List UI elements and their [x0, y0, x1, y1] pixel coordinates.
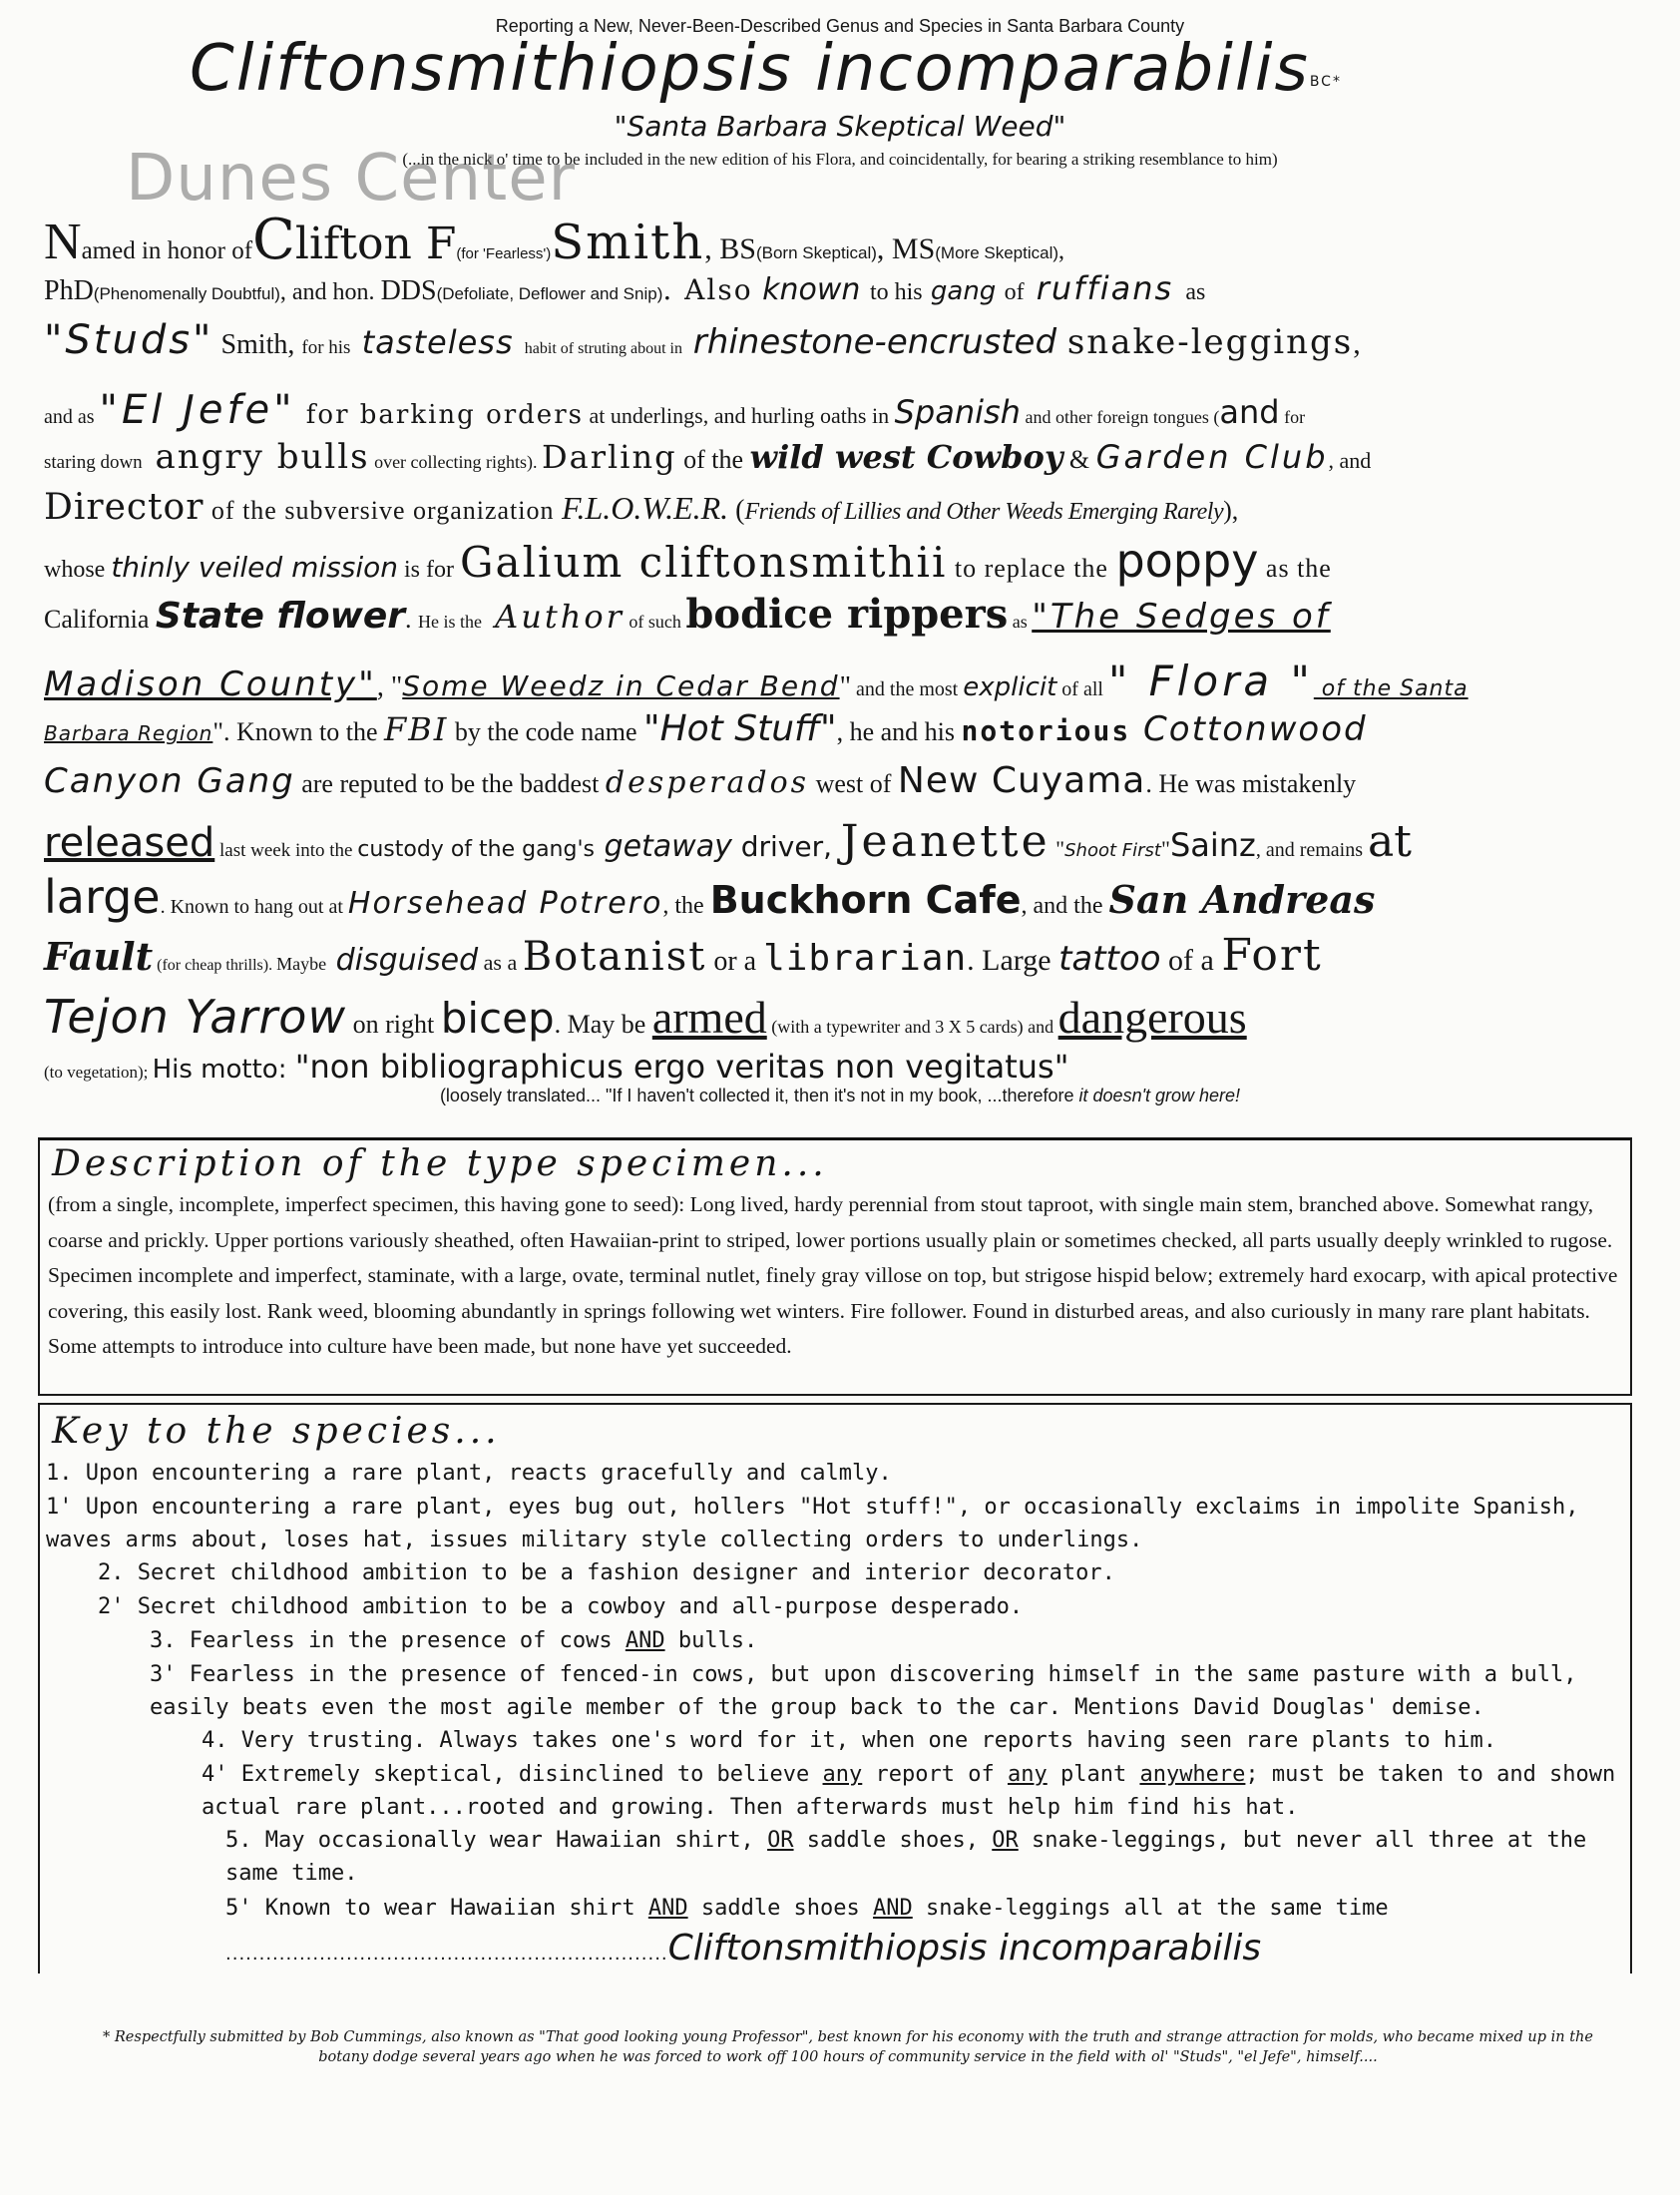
key-item [225, 1824, 1622, 1890]
title-suffix: BC* [1309, 74, 1342, 90]
bio-span: gang [922, 276, 1005, 306]
bio-span: of a [1160, 944, 1222, 977]
key-item: 1. Upon encountering a rare plant, reacts gracefully and calmly. [46, 1461, 892, 1486]
bio-span: State flower [155, 596, 406, 637]
bio-span: . May be [554, 1010, 652, 1039]
bio-span: (for cheap thrills). [153, 957, 277, 974]
bio-span: notorious [961, 714, 1131, 747]
footnote: * Respectfully submitted by Bob Cummings, also known as "That good looking young Professor", best known for his economy with the truth and strange attraction for molds, who became mixed up in the botany dodge several years ago when he was forced to work off 100 hours of community service in the field with ol' "Studs", "el Jefe", himself.... [103, 2029, 1593, 2065]
bio-span: Galium cliftonsmithii [459, 538, 948, 587]
key-item: 4. Very trusting. Always takes one's word for it, when one reports having seen rare plants to him. [202, 1728, 1497, 1753]
bio-span: driver, [731, 830, 841, 863]
bio-span: DDS [380, 275, 437, 306]
bio-span: Some Weedz in Cedar Bend [402, 669, 840, 702]
bio-span: Director [44, 487, 205, 528]
watermark: Dunes Center [126, 142, 576, 216]
bio-span: for his [301, 337, 351, 358]
bio-span: librarian [763, 938, 968, 979]
bio-span: C [252, 208, 295, 272]
bio-span: habit of struting about in [524, 340, 682, 357]
bio-span: " [1160, 836, 1170, 861]
bio-span: "El Jefe" [99, 387, 296, 433]
description-body: (from a single, incomplete, imperfect specimen, this having gone to seed): Long lived, hardy perennial from stout taproot, with single main stem, branched above. Somewhat rangy, coarse and prickly. Upper portions variously sheathed, often Hawaiian-print to striped, lower portions usually plain or sometimes checked, all parts usually deeply wrinkled to rugose. Specimen incomplete and imperfect, staminate, with a large, ovate, terminal nutlet, finely gray villose on top, but strigose hispid below; extremely hard exocarp, with apical protective covering, this easily lost. Rank weed, blooming abundantly in springs following wet winters. Fire follower. Found in disturbed areas, and also curiously in many rare plant habitats. Some attempts to introduce into culture have been made, but none have yet succeeded. [48, 1192, 1618, 1358]
bio-span: PhD [44, 275, 94, 306]
bio-span: getaway [594, 829, 732, 864]
key-item: 2' Secret childhood ambition to be a cowboy and all-purpose desperado. [98, 1594, 1024, 1619]
bio-span: , and the [1021, 893, 1109, 919]
bio-line [44, 760, 1640, 801]
bio-line [44, 657, 1640, 705]
bio-span: last week into the [214, 840, 358, 861]
bio-span: for [1279, 407, 1306, 427]
bio-span: and [1219, 393, 1280, 431]
bio-span: F.L.O.W.E.R. [562, 490, 729, 526]
bio-span: (to vegetation); [44, 1063, 153, 1082]
bio-span: and other foreign tongues ( [1020, 407, 1220, 427]
key-emphasis: any [822, 1762, 863, 1787]
bio-span: by the code name [448, 717, 644, 746]
bio-line [44, 317, 1640, 363]
bio-span: Darling [542, 438, 677, 476]
bio-span: . Also [662, 273, 753, 306]
bio-span: Buckhorn Cafe [709, 878, 1022, 922]
bio-span: dangerous [1057, 992, 1247, 1043]
bio-span: Canyon Gang [44, 761, 295, 801]
bio-span: of all [1056, 678, 1108, 700]
bio-span: at underlings, and hurling oaths in [583, 403, 895, 428]
bio-span: of the Santa [1313, 676, 1469, 701]
header-reporting-line: Reporting a New, Never-Been-Described Genus and Species in Santa Barbara County [495, 16, 1185, 36]
bio-line [44, 487, 1640, 528]
bio-span: & [1062, 445, 1096, 474]
bio-span: "Hot Stuff" [643, 708, 837, 749]
bio-span: and as [44, 406, 100, 428]
bio-span: Jeanette [840, 816, 1050, 867]
key-result [225, 1928, 1261, 1969]
bio-span: , BS [704, 232, 756, 265]
bio-span: angry bulls [142, 437, 370, 477]
bio-span: . He was mistakenly [1145, 769, 1357, 798]
bio-span: wild west Cowboy [749, 438, 1063, 476]
bio-span: (Phenomenally Doubtful) [93, 284, 280, 303]
bio-span: New Cuyama [897, 760, 1146, 801]
key-text: plant [1047, 1762, 1140, 1787]
bio-span: tasteless [350, 323, 525, 361]
bio-span: explicit [963, 672, 1057, 702]
bio-span: or a [706, 946, 764, 977]
bio-span: on right [346, 1010, 441, 1039]
bio-line [44, 208, 1640, 272]
bio-span: as [1008, 612, 1033, 632]
bio-span: large [44, 870, 161, 924]
bio-span: " [1050, 836, 1065, 861]
bio-span: Madison County" [44, 664, 377, 704]
bio-span: as a [478, 950, 523, 975]
bio-span: N [44, 214, 82, 270]
bio-span: , [1058, 238, 1065, 264]
key-text: saddle shoes [687, 1896, 874, 1921]
bio-span: bodice rippers [685, 591, 1009, 638]
bio-span: for barking orders [295, 400, 584, 430]
bio-span: amed in honor of [81, 237, 253, 264]
bio-span: , and remains [1255, 839, 1369, 861]
bio-span: (Born Skeptical) [755, 243, 877, 262]
bio-span: , the [662, 893, 710, 919]
bio-span: Tejon Yarrow [44, 990, 347, 1044]
bio-line [44, 269, 1640, 307]
bio-line [44, 930, 1640, 981]
bio-span: Barbara Region [44, 721, 213, 745]
bio-line [44, 437, 1640, 477]
key-text: snake-leggings, but never all three at the same time. [225, 1828, 1587, 1886]
bio-span: custody of the gang's [357, 837, 595, 862]
bio-span: to his [869, 279, 923, 305]
bio-span: poppy [1115, 534, 1259, 588]
key-text: bulls. [664, 1628, 758, 1653]
bio-span: "non bibliographicus ergo veritas non vegitatus" [294, 1048, 1069, 1086]
bio-span: (for 'Fearless') [456, 245, 552, 262]
bio-span: , [1353, 327, 1361, 360]
key-emphasis: AND [647, 1896, 688, 1921]
bio-span: " [839, 671, 852, 702]
bio-span: Garden Club [1095, 438, 1329, 476]
bio-span: tattoo [1058, 939, 1161, 979]
bio-span: as the [1258, 554, 1332, 583]
bio-span: He is the [418, 612, 482, 632]
bio-span: , MS [876, 232, 936, 265]
bio-span: armed [651, 992, 767, 1043]
bio-span: is for [397, 557, 460, 583]
key-item: 2. Secret childhood ambition to be a fashion designer and interior decorator. [98, 1560, 1115, 1585]
bio-span: of the subversive organization [204, 496, 563, 525]
bio-span: (Defoliate, Deflower and Snip) [436, 284, 663, 303]
bio-span: ruffians [1024, 269, 1186, 307]
key-item [202, 1758, 1618, 1824]
key-text: 3. Fearless in the presence of cows [150, 1628, 626, 1653]
bio-span: "Studs" [44, 317, 214, 363]
key-item: 1' Upon encountering a rare plant, eyes bug out, hollers "Hot stuff!", or occasionally exclaims in impolite Spanish, waves arms about, loses hat, issues military style collecting orders to underlings. [46, 1495, 1579, 1552]
bio-span: Sainz [1169, 826, 1256, 864]
bio-span: His motto: [152, 1055, 295, 1085]
key-text: saddle shoes, [793, 1828, 993, 1853]
bio-span: Shoot First [1064, 840, 1161, 861]
key-heading: Key to the species... [52, 1411, 501, 1452]
bio-line [44, 816, 1640, 867]
bio-span: , and [1328, 448, 1372, 473]
key-text: snake-leggings all at the same time [912, 1896, 1389, 1921]
bio-span: . Known to hang out at [160, 896, 348, 918]
bio-line [44, 1048, 1640, 1086]
bio-span: of the [676, 445, 750, 474]
bio-span: whose [44, 557, 112, 583]
bio-span: "The Sedges of [1032, 597, 1331, 637]
bio-span: Smith [551, 215, 705, 270]
bio-line [44, 870, 1640, 924]
bio-span: thinly veiled mission [111, 551, 398, 584]
key-text: report of [862, 1762, 1008, 1787]
bio-span: Fort [1221, 930, 1323, 981]
bio-span: , he and his [836, 717, 962, 746]
bio-span: FBI [384, 710, 449, 748]
bio-span: are reputed to be the baddest [294, 769, 606, 798]
description-heading: Description of the type specimen... [52, 1143, 828, 1184]
bio-span: west of [809, 769, 898, 798]
bio-span: Author [482, 598, 625, 636]
bio-span: , and hon. [279, 279, 381, 305]
bio-span: as [1185, 279, 1206, 305]
bio-span: Horsehead Potrero [347, 886, 663, 921]
key-emphasis: OR [992, 1828, 1019, 1853]
bio-span: . Large [967, 944, 1059, 977]
bio-span: , " [376, 671, 403, 702]
bio-span: Maybe [276, 954, 327, 974]
bio-line [44, 534, 1640, 588]
bio-span: bicep [440, 994, 555, 1043]
bio-span: . [405, 605, 419, 634]
bio-span: released [44, 820, 215, 866]
key-text: 4' Extremely skeptical, disinclined to believe [202, 1762, 823, 1787]
bio-line [44, 387, 1640, 433]
bio-span: Spanish [894, 393, 1021, 431]
bio-span: known [752, 272, 870, 307]
bio-line [44, 708, 1640, 749]
bio-span: (More Skeptical) [935, 243, 1059, 262]
bio-span: Botanist [522, 934, 707, 980]
bio-span: ( [728, 495, 745, 526]
bio-span: disguised [326, 943, 479, 978]
bio-span: " Flora " [1107, 657, 1314, 705]
key-result-name: Cliftonsmithiopsis incomparabilis [667, 1928, 1262, 1969]
bio-span: (with a typewriter and 3 X 5 cards) and [766, 1017, 1058, 1037]
key-text: 5. May occasionally wear Hawaiian shirt, [225, 1828, 768, 1853]
translation-emphasis: it doesn't grow here! [1078, 1086, 1241, 1105]
key-item [150, 1624, 757, 1657]
bio-span: of [1004, 279, 1025, 305]
bio-span: ". Known to the [212, 717, 385, 746]
bio-span: rhinestone-encrusted [681, 322, 1067, 362]
bio-span: California [44, 605, 156, 634]
bio-span: of such [624, 612, 686, 632]
title-text: Cliftonsmithiopsis incomparabilis [190, 32, 1310, 106]
key-text: 5' Known to wear Hawaiian shirt [225, 1896, 648, 1921]
bio-span: at [1368, 816, 1412, 867]
bio-span: Friends of Lillies and Other Weeds Emerging Rarely [744, 499, 1224, 525]
translation-text: (loosely translated... "If I haven't collected it, then it's not in my book, ...therefore [439, 1086, 1079, 1105]
key-result-leader: .................................................................. [225, 1944, 668, 1965]
key-emphasis: OR [767, 1828, 794, 1853]
key-emphasis: any [1007, 1762, 1048, 1787]
bio-line [44, 591, 1640, 638]
bio-span: to replace the [947, 554, 1116, 583]
bio-span: Smith, [213, 329, 302, 360]
bio-span: San Andreas [1108, 877, 1376, 922]
bio-span: Fault [44, 934, 154, 979]
bio-span: and the most [851, 678, 964, 700]
bio-span: Cottonwood [1130, 709, 1368, 749]
bio-span: over collecting rights). [369, 452, 543, 472]
motto-translation [0, 1086, 1680, 1106]
key-emphasis: AND [625, 1628, 665, 1653]
bio-span: snake-leggings [1066, 322, 1354, 362]
bio-span: ), [1223, 496, 1239, 525]
bio-span: staring down [44, 452, 143, 473]
subtitle-note: (...in the nick o' time to be included in the new edition of his Flora, and coincidentally, for bearing a striking resemblance to him) [402, 150, 1278, 169]
common-name: "Santa Barbara Skeptical Weed" [614, 110, 1066, 143]
key-item [225, 1892, 1389, 1925]
bio-span: lifton F [294, 219, 457, 269]
page-title [190, 32, 1342, 106]
bio-span: desperados [605, 765, 810, 800]
key-item: 3' Fearless in the presence of fenced-in cows, but upon discovering himself in the same pasture with a bull, easily beats even the most agile member of the group back to the car. Mentions David Douglas' demise. [150, 1662, 1577, 1720]
key-emphasis: AND [873, 1896, 913, 1921]
key-text: ; must be taken to and shown actual rare plant...rooted and growing. Then afterwards must help him find his hat. [202, 1762, 1616, 1820]
bio-line [44, 990, 1640, 1044]
key-emphasis: anywhere [1139, 1762, 1246, 1787]
